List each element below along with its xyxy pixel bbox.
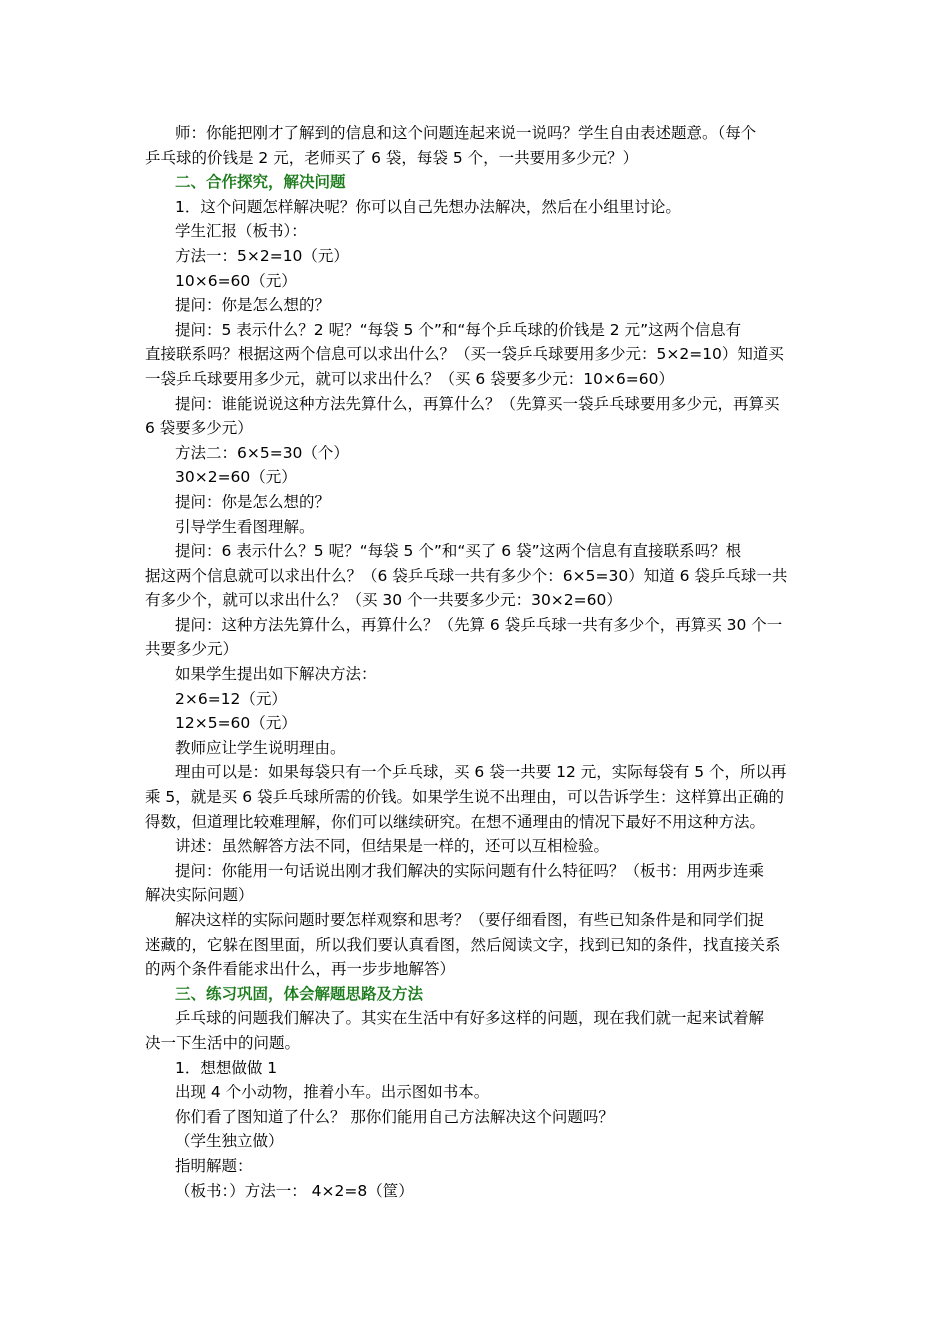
text-line: 12×5=60（元） [175,714,297,733]
text-line: 决一下生活中的问题。 [145,1033,301,1052]
text-line: 据这两个信息就可以求出什么？（6 袋乒乓球一共有多少个：6×5=30）知道 6 袋乒乓球一共 [145,566,788,585]
text-line: 共要多少元） [145,640,239,659]
text-line: 解决这样的实际问题时要怎样观察和思考？（要仔细看图，有些已知条件是和同学们捉 [175,911,765,929]
text-line: 师：你能把刚才了解到的信息和这个问题连起来说一说吗？学生自由表述题意。（每个 [175,124,757,142]
text-line: 理由可以是：如果每袋只有一个乒乓球，买 6 袋一共要 12 元，实际每袋有 5 个，所以再 [175,763,787,782]
text-line: 有多少个，就可以求出什么？（买 30 个一共要多少元：30×2=60） [145,591,622,610]
text-line: 的两个条件看能求出什么，再一步步地解答） [145,960,456,979]
text-line: 2×6=12（元） [175,689,287,708]
text-line: 提问：你是怎么想的？ [175,296,331,315]
text-line: 引导学生看图理解。 [175,517,315,536]
text-line: 提问：这种方法先算什么，再算什么？（先算 6 袋乒乓球一共有多少个，再算买 30 个一 [175,615,783,634]
text-line: 6 袋要多少元） [145,419,253,438]
text-line: 得数，但道理比较难理解，你们可以继续研究。在想不通理由的情况下最好不用这种方法。 [145,812,766,831]
text-line: 指明解题： [175,1156,253,1175]
text-line: 提问：你能用一句话说出刚才我们解决的实际问题有什么特征吗？（板书：用两步连乘 [175,861,765,880]
text-line: 方法一：5×2=10（元） [175,246,349,265]
text-line: 提问：谁能说说这种方法先算什么，再算什么？（先算买一袋乒乓球要用多少元，再算买 [175,394,780,413]
text-line: 10×6=60（元） [175,271,297,290]
text-line: 教师应让学生说明理由。 [175,738,346,757]
text-line: 1．这个问题怎样解决呢？你可以自己先想办法解决，然后在小组里讨论。 [175,197,681,216]
text-line: 提问：你是怎么想的？ [175,492,331,511]
text-line: （学生独立做） [175,1132,284,1151]
text-line: 出现 4 个小动物，推着小车。出示图如书本。 [175,1083,490,1102]
text-line: 乒乓球的问题我们解决了。其实在生活中有好多这样的问题，现在我们就一起来试着解 [175,1009,765,1028]
section-heading: 三、练习巩固，体会解题思路及方法 [175,984,424,1003]
document-body [145,121,810,1203]
text-line: 直接联系吗？根据这两个信息可以求出什么？（买一袋乒乓球要用多少元：5×2=10）知道买 [145,345,784,364]
text-line: 30×2=60（元） [175,468,297,487]
text-line: 乘 5，就是买 6 袋乒乓球所需的价钱。如果学生说不出理由，可以告诉学生：这样算出正确的 [145,788,785,807]
text-line: （板书：）方法一： 4×2=8（筐） [175,1181,414,1200]
text-line: 一袋乒乓球要用多少元，就可以求出什么？（买 6 袋要多少元：10×6=60） [145,369,675,388]
text-line: 学生汇报（板书）： [175,222,307,241]
text-line: 提问：5 表示什么？2 呢？“每袋 5 个”和“每个乒乓球的价钱是 2 元”这两个信息有 [175,320,742,339]
text-line: 1．想想做做 1 [175,1058,278,1077]
section-heading: 二、合作探究，解决问题 [175,173,346,192]
text-line: 乒乓球的价钱是 2 元，老师买了 6 袋，每袋 5 个，一共要用多少元？） [145,148,639,167]
text-line: 如果学生提出如下解决方法： [175,665,377,684]
text-line: 方法二：6×5=30（个） [175,443,349,462]
text-line: 解决实际问题） [145,886,254,905]
text-line: 迷藏的，它躲在图里面，所以我们要认真看图，然后阅读文字，找到已知的条件，找直接关系 [145,935,781,954]
text-line: 提问：6 表示什么？5 呢？“每袋 5 个”和“买了 6 袋”这两个信息有直接联系吗？根 [175,542,742,561]
text-line: 你们看了图知道了什么？ 那你们能用自己方法解决这个问题吗？ [175,1107,614,1126]
text-line: 讲述：虽然解答方法不同，但结果是一样的，还可以互相检验。 [175,837,610,856]
